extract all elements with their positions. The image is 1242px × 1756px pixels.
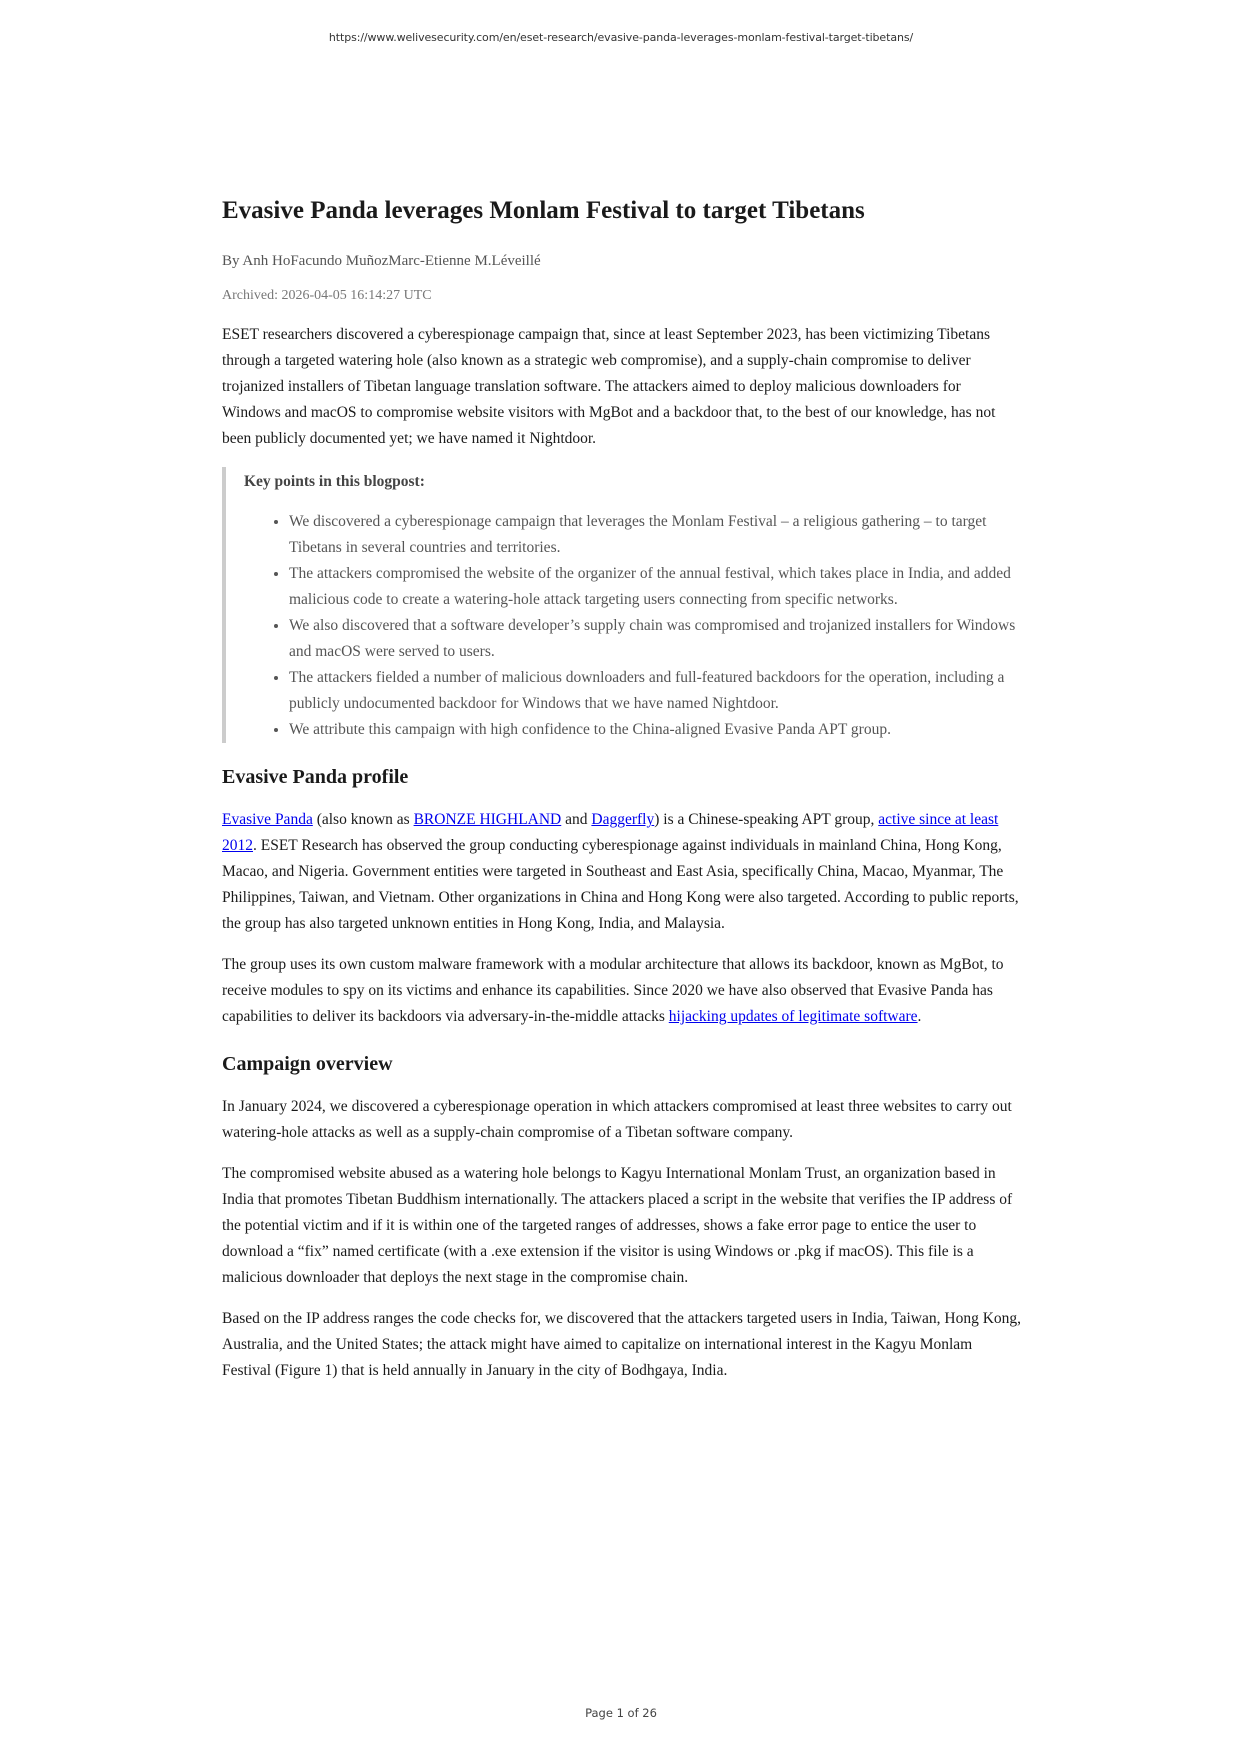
profile-paragraph-1: Evasive Panda (also known as BRONZE HIGHLAND and Daggerfly) is a Chinese-speaking APT group, active since at least 2012. ESET Research has observed the group conducting cyberespionage against individuals in mainland China, Hong Kong, Macao, and Nigeria. Government entities were targeted in Southeast and East Asia, specifically China, Macao, Myanmar, The Philippines, Taiwan, and Vietnam. Other organizations in China and Hong Kong were also targeted. According to public reports, the group has also targeted unknown entities in Hong Kong, India, and Malaysia. — [222, 811, 1019, 932]
intro-paragraph: ESET researchers discovered a cyberespionage campaign that, since at least September 2023, has been victimizing Tibetans through a targeted watering hole (also known as a strategic web compromise), and a supply-chain compromise to deliver trojanized installers of Tibetan language translation software. The attackers aimed to deploy malicious downloaders for Windows and macOS to compromise website visitors with MgBot and a backdoor that, to the best of our knowledge, has not been publicly documented yet; we have named it Nightdoor. — [222, 326, 996, 447]
key-point-item: • We also discovered that a software developer’s supply chain was compromised and trojanized installers for Windows and macOS were served to users. — [289, 613, 1022, 665]
daggerfly-link[interactable]: Daggerfly — [591, 811, 655, 828]
key-point-item: • The attackers compromised the website of the organizer of the annual festival, which takes place in India, and added malicious code to create a watering-hole attack targeting users connecting from specific networks. — [289, 561, 1022, 613]
article-title: Evasive Panda leverages Monlam Festival to target Tibetans — [222, 197, 865, 224]
key-points-list — [244, 509, 1022, 743]
byline: By Anh HoFacundo MuñozMarc-Etienne M.Léveillé — [222, 253, 541, 269]
bronze-highland-link[interactable]: BRONZE HIGHLAND — [413, 811, 562, 828]
campaign-paragraph: The compromised website abused as a watering hole belongs to Kagyu International Monlam Trust, an organization based in India that promotes Tibetan Buddhism internationally. The attackers placed a script in the website that verifies the IP address of the potential victim and if it is within one of the targeted ranges of addresses, shows a fake error page to entice the user to download a “fix” named certificate (with a .exe extension if the visitor is using Windows or .pkg if macOS). This file is a malicious downloader that deploys the next stage in the compromise chain. — [222, 1165, 1013, 1286]
campaign-heading: Campaign overview — [222, 1053, 393, 1075]
active-since-2012-link[interactable]: active since at least 2012 — [222, 811, 999, 854]
key-point-item: • The attackers fielded a number of malicious downloaders and full-featured backdoors for the operation, including a publicly undocumented backdoor for Windows that we have named Nightdoor. — [289, 665, 1022, 717]
source-url: https://www.welivesecurity.com/en/eset-research/evasive-panda-leverages-monlam-festival-target-tibetans/ — [328, 31, 914, 44]
profile-paragraph-2: The group uses its own custom malware framework with a modular architecture that allows its backdoor, known as MgBot, to receive modules to spy on its victims and enhance its capabilities. Since 2020 we have also observed that Evasive Panda has capabilities to deliver its backdoors via adversary-in-the-middle attacks hijacking updates of legitimate software. — [222, 956, 1004, 1025]
key-points-title: Key points in this blogpost: — [244, 473, 425, 490]
key-points-box — [222, 467, 1022, 743]
campaign-paragraph: Based on the IP address ranges the code checks for, we discovered that the attackers targeted users in India, Taiwan, Hong Kong, Australia, and the United States; the attack might have aimed to capitalize on international interest in the Kagyu Monlam Festival (Figure 1) that is held annually in January in the city of Bodhgaya, India. — [222, 1310, 1022, 1379]
evasive-panda-link[interactable]: Evasive Panda — [222, 811, 313, 828]
hijacking-updates-link[interactable]: hijacking updates of legitimate software — [668, 1008, 918, 1025]
page-number: Page 1 of 26 — [585, 1706, 657, 1720]
archived-timestamp: Archived: 2026-04-05 16:14:27 UTC — [222, 288, 432, 303]
campaign-paragraph: In January 2024, we discovered a cyberespionage operation in which attackers compromised at least three websites to carry out watering-hole attacks as well as a supply-chain compromise of a Tibetan software company. — [222, 1098, 1012, 1141]
profile-heading: Evasive Panda profile — [222, 766, 409, 788]
key-point-item: • We discovered a cyberespionage campaign that leverages the Monlam Festival – a religious gathering – to target Tibetans in several countries and territories. — [289, 509, 1022, 561]
article — [222, 194, 1022, 1399]
key-point-item: • We attribute this campaign with high confidence to the China-aligned Evasive Panda APT group. — [289, 717, 1022, 743]
